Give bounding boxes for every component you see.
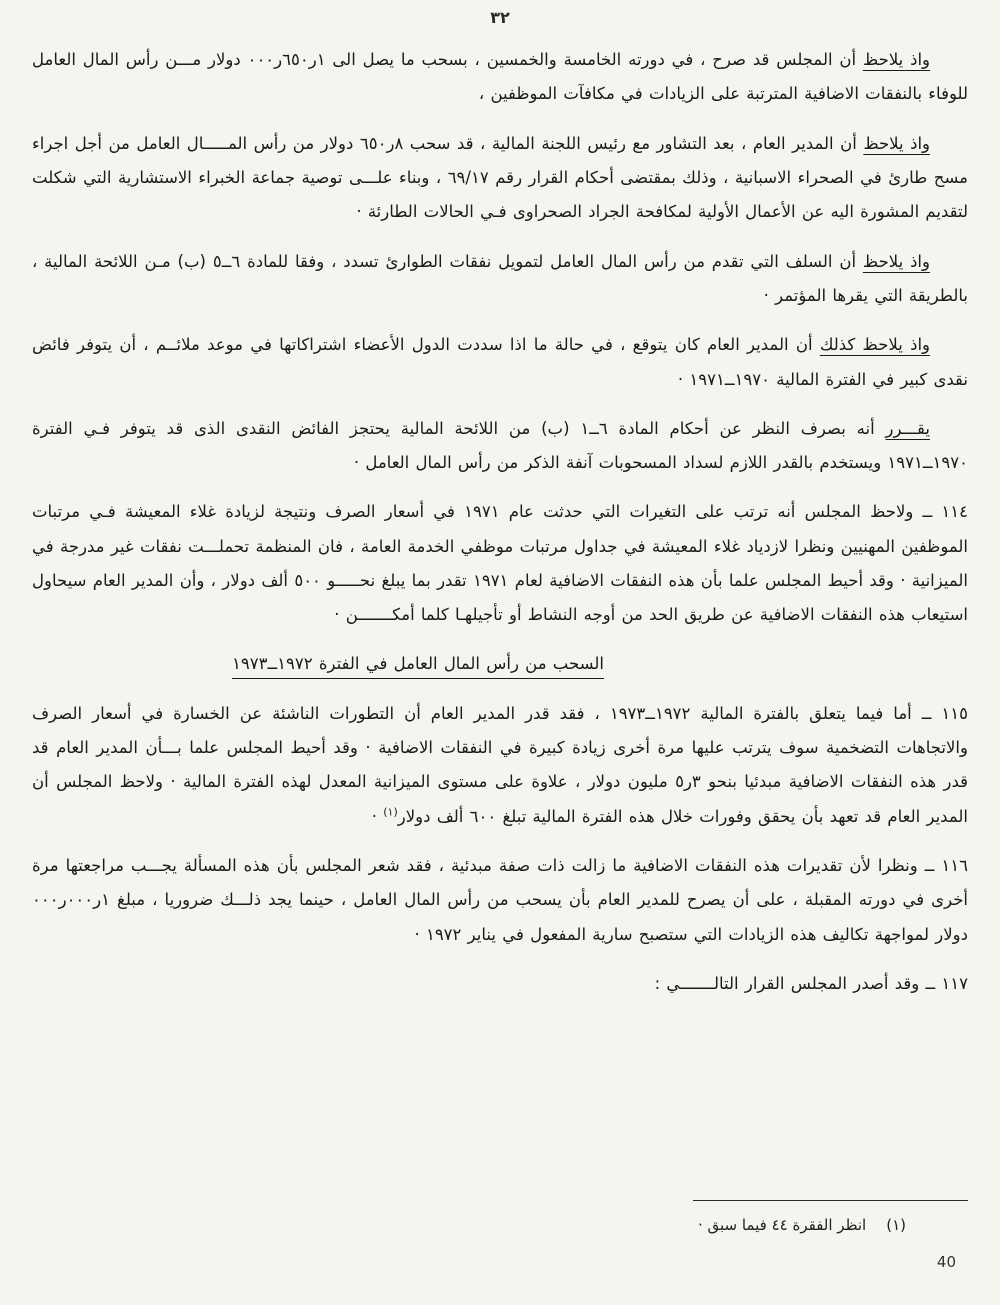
- preamble-paragraph: [32, 43, 968, 112]
- footer-area: [32, 1200, 968, 1271]
- section-heading-row: [32, 654, 968, 679]
- paragraph-117-text: ١١٧ ــ وقد أصدر المجلس القرار التالـــــــي :: [654, 973, 968, 993]
- paragraph-115-text: ١١٥ ــ أما فيما يتعلق بالفترة المالية ١٩٧٢ــ١٩٧٣ ، فقد قدر المدير العام أن التطورات الناشئة عن الخسارة في أسعار الصرف والاتجاهات التضخمية سوف يترتب عليها مرة أخرى زيادة كبيرة في النفقات الاضافية · وقد أحيط المجلس علما بـــأن المدير العام قد قدر هذه النفقات الاضافية مبدئيا بنحو ٣ر٥ مليون دولار ، علاوة على مستوى الميزانية المعدل لهذه الفترة المالية · ولاحظ المجلس أن المدير العام قد تعهد بأن يحقق وفورات خلال هذه الفترة المالية تبلغ ٦٠٠ ألف دولار: [32, 703, 968, 826]
- preamble-paragraph: [32, 245, 968, 314]
- preamble-lead-phrase: واذ يلاحظ: [862, 251, 930, 271]
- preamble-lead-phrase: واذ يلاحظ كذلك: [819, 335, 930, 355]
- operative-text: أنه بصرف النظر عن أحكام المادة ٦ــ١ (ب) من اللائحة المالية يحتجز الفائض النقدى الذى قد يتوفر فـي الفترة ١٩٧٠ــ١٩٧١ ويستخدم بالقدر اللازم لسداد المسحوبات آنفة الذكر من رأس المال العامل ·: [32, 418, 968, 473]
- section-heading: السحب من رأس المال العامل في الفترة ١٩٧٢ــ١٩٧٣: [232, 654, 604, 679]
- paragraph-115-tail: ·: [371, 806, 384, 826]
- footnote-text: انظر الفقرة ٤٤ فيما سبق ·: [697, 1216, 867, 1234]
- page-number-top: ٣٢: [490, 8, 510, 27]
- preamble-paragraph: [32, 127, 968, 230]
- footnote: [32, 1213, 906, 1237]
- operative-lead-phrase: يقـــرر: [885, 418, 930, 438]
- paragraph-114: [32, 495, 968, 632]
- preamble-lead-phrase: واذ يلاحظ: [862, 50, 931, 69]
- page-number-bottom: 40: [936, 1253, 956, 1271]
- footnote-marker: (١): [886, 1216, 906, 1234]
- preamble-lead-phrase: واذ يلاحظ: [863, 133, 930, 153]
- paragraph-114-text: ١١٤ ــ ولاحظ المجلس أنه ترتب على التغيرات التي حدثت عام ١٩٧١ في أسعار الصرف ونتيجة لزيادة غلاء المعيشة فـي مرتبات الموظفين المهنيين ونظرا لازدياد غلاء المعيشة في جداول مرتبات موظفي الخدمة العامة ، فان المنظمة تحملـــت نفقات غير مدرجة في الميزانية · وقد أحيط المجلس علما بأن هذه النفقات الاضافية لعام ١٩٧١ تقدر بما يبلغ نحـــــو ٥٠٠ ألف دولار ، وأن المدير العام سيحاول استيعاب هذه النفقات الاضافية عن طريق الحد من أوجه النشاط أو تأجيلهـا كلما أمكـــــــن ·: [32, 502, 968, 625]
- paragraph-117: [32, 967, 968, 1001]
- paragraph-116: [32, 849, 968, 952]
- preamble-text: أن السلف التي تقدم من رأس المال العامل لتمويل نفقات الطوارئ تسدد ، وفقا للمادة ٦ــ٥ (ب) مـن اللائحة المالية ، بالطريقة التي يقرها المؤتمر ·: [32, 251, 968, 305]
- preamble-text: أن المجلس قد صرح ، في دورته الخامسة والخمسين ، بسحب ما يصل الى ١ر٦٥٠ر٠٠٠ دولار مـــن رأس المال العامل للوفاء بالنفقات الاضافية المترتبة على الزيادات في مكافآت الموظفين ،: [32, 50, 968, 104]
- paragraph-116-text: ١١٦ ــ ونظرا لأن تقديرات هذه النفقات الاضافية ما زالت ذات صفة مبدئية ، فقد شعر المجلس بأن هذه المسألة يجـــب مراجعتها مرة أخرى في دورته المقبلة ، على أن يصرح للمدير العام بأن يسحب من رأس المال العامل ، حينما يجد ذلـــك ضروريا ، مبلغ ١ر٠٠٠ر٠٠٠ دولار لمواجهة تكاليف هذه الزيادات التي ستصبح سارية المفعول في يناير ١٩٧٢ ·: [32, 855, 968, 944]
- preamble-text: أن المدير العام كان يتوقع ، في حالة ما اذا سددت الدول الأعضاء اشتراكاتها في موعد ملائــم ، أن يتوفر فائض نقدى كبير في الفترة المالية ١٩٧٠ــ١٩٧١ ·: [32, 335, 968, 389]
- preamble-paragraph: [32, 328, 968, 397]
- footnote-reference-marker: (١): [383, 805, 398, 819]
- operative-paragraph: [32, 412, 968, 481]
- paragraph-115: [32, 697, 968, 834]
- footnote-separator-rule: [693, 1200, 968, 1201]
- preamble-text: أن المدير العام ، بعد التشاور مع رئيس اللجنة المالية ، قد سحب ٨ر٦٥٠ دولار من رأس المـــــال العامل من أجل اجراء مسح طارئ في الصحراء الاسبانية ، وذلك بمقتضى أحكام القرار رقم ٦٩/١٧ ، وبناء علـــى توصية جماعة الخبراء الاستشارية التي شكلت لتقديم المشورة اليه عن الأعمال الأولية لمكافحة الجراد الصحراوى فـي الحالات الطارئة ·: [32, 133, 968, 222]
